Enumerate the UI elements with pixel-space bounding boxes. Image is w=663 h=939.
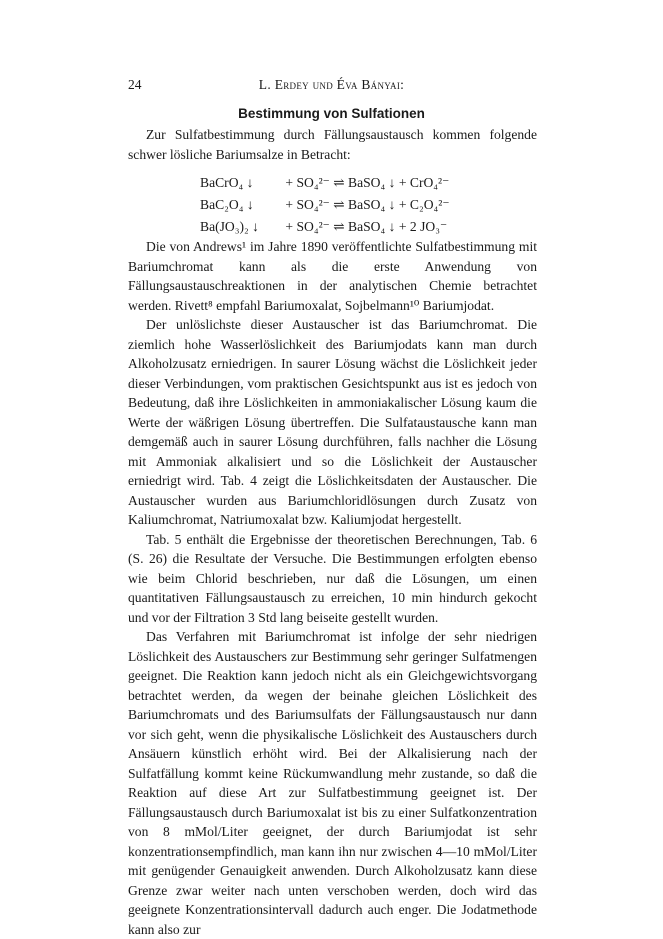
equation-rhs: + SO₄²⁻ ⇌ BaSO₄ ↓ + CrO₄²⁻ — [285, 175, 450, 190]
equation-barium-oxalate — [200, 194, 450, 216]
intro-paragraph — [128, 125, 537, 164]
equation-rhs: + SO₄²⁻ ⇌ BaSO₄ ↓ + C₂O₄²⁻ — [285, 197, 450, 212]
paragraph-solubility: Der unlöslichste dieser Austauscher ist das Bariumchromat. Die ziemlich hohe Wasserlöslichkeit des Bariumjodats kann man durch Alkoholzusatz erniedrigen. In saurer Lösung wächst die Löslichkeit jeder dieser Verbindungen, vom praktischen Gesichtspunkt aus ist es jedoch von Bedeutung, daß ihre Löslichkeiten in ammoniakalischer Lösung kaum die Werte der wäßrigen Lösung übertreffen. Die Sulfataustausche kann man demgemäß auch in saurer Lösung durchführen, falls nachher die Lösung mit Ammoniak alkalisiert und so die Löslichkeit der Austauscher erniedrigt wird. Tab. 4 zeigt die Löslichkeitsdaten der Austauscher. Die Austauscher wurden aus Bariumchloridlösungen durch Zusatz von Kaliumchromat, Natriumoxalat bzw. Kaliumjodat hergestellt. — [128, 317, 537, 527]
section-title: Bestimmung von Sulfationen — [238, 106, 425, 121]
paragraph-history: Die von Andrews¹ im Jahre 1890 veröffentlichte Sulfatbestimmung mit Bariumchromat kann als die erste Anwendung von Fällungsaustauschreaktionen in der analytischen Chemie betrachtet werden. Rivett⁸ empfahl Bariumoxalat, Sojbelmann¹⁰ Bariumjodat. — [128, 239, 537, 313]
body-text — [128, 237, 537, 939]
page-header — [0, 77, 663, 97]
equation-barium-chromate — [200, 172, 450, 194]
equation-block — [200, 172, 450, 238]
running-title: L. Erdey und Éva Bányai: — [258, 77, 405, 92]
equation-lhs: BaCrO₄ ↓ — [200, 175, 254, 190]
paragraph-results: Tab. 5 enthält die Ergebnisse der theoretischen Berechnungen, Tab. 6 (S. 26) die Resultate der Versuche. Die Bestimmungen erfolgten ebenso wie beim Chlorid beschrieben, nur daß die Lösungen, um einen quantitativen Fällungsaustausch zu erreichen, 10 min hindurch gekocht und vor der Filtration 3 Std lang beiseite gestellt wurden. — [128, 531, 537, 625]
page-number: 24 — [128, 77, 142, 92]
equation-barium-iodate — [200, 216, 450, 238]
equation-lhs: BaC₂O₄ ↓ — [200, 197, 254, 212]
paragraph-methods: Das Verfahren mit Bariumchromat ist infolge der sehr niedrigen Löslichkeit des Austauschers zur Bestimmung sehr geringer Sulfatmengen geeignet. Die Reaktion kann jedoch nicht als ein Gleichgewichtsvorgang betrachtet werden, da wegen der beinahe gleichen Löslichkeit des Bariumchromats und des Bariumsulfats der Fällungsaustausch nur dann vor sich geht, wenn die physikalische Löslichkeit des Austauschers durch Ansäuern künstlich erhöht wird. Bei der Alkalisierung nach der Sulfatfällung kommt keine Rückumwandlung mehr zustande, so daß die Reaktion auf diese Art zur Sulfatbestimmung geeignet ist. Der Fällungsaustausch durch Bariumoxalat ist bis zu einer Sulfatkonzentration von 8 mMol/Liter geeignet, der durch Bariumjodat ist sehr konzentrationsempfindlich, man kann ihn nur zwischen 4—10 mMol/Liter mit genügender Genauigkeit anwenden. Durch Alkoholzusatz kann diese Grenze zwar weiter nach unten verschoben werden, doch wird das geeignete Konzentrationsintervall dadurch auch enger. Die Jodatmethode kann also zur — [128, 629, 537, 937]
equation-rhs: + SO₄²⁻ ⇌ BaSO₄ ↓ + 2 JO₃⁻ — [285, 219, 448, 234]
equation-lhs: Ba(JO₃)₂ ↓ — [200, 219, 259, 234]
intro-text: Zur Sulfatbestimmung durch Fällungsaustausch kommen folgende schwer lösliche Bariumsalze in Betracht: — [128, 127, 537, 162]
